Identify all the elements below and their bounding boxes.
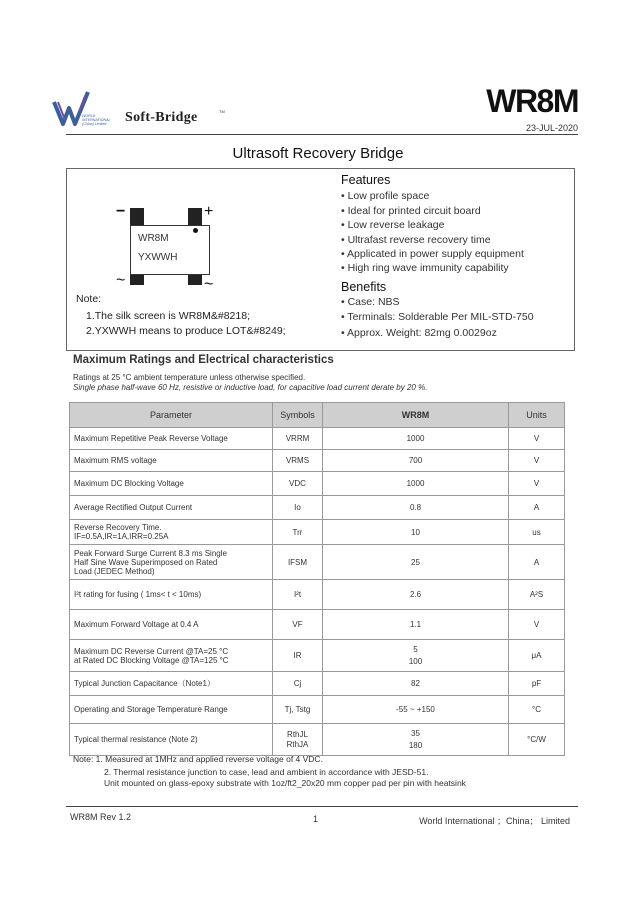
table-row <box>70 545 565 580</box>
value-cell: 25 <box>323 545 509 580</box>
value-cell: 700 <box>323 450 509 472</box>
table-row <box>70 640 565 672</box>
param-cell <box>70 640 273 672</box>
param-line: Peak Forward Surge Current 8.3 ms Single <box>74 548 227 558</box>
param-cell: Typical Junction Capacitance（Note1） <box>70 672 273 696</box>
logo-tagline-line: WORLD <box>82 114 96 118</box>
polarity-minus: − <box>116 203 126 220</box>
note-line: 2.YXWWH means to produce LOT&#8249; <box>86 325 286 337</box>
param-cell: Maximum DC Blocking Voltage <box>70 472 273 496</box>
param-cell: Typical thermal resistance (Note 2) <box>70 724 273 756</box>
unit-cell: μA <box>509 640 565 672</box>
unit-cell: A²S <box>509 580 565 610</box>
footnote-line: Note: 1. Measured at 1MHz and applied reverse voltage of 4 VDC. <box>73 754 323 764</box>
ratings-condition-note: Ratings at 25 °C ambient temperature unless otherwise specified. <box>73 373 306 382</box>
package-pin <box>188 208 202 225</box>
header-divider <box>66 134 578 135</box>
unit-cell: A <box>509 496 565 520</box>
feature-item: • Low reverse leakage <box>341 219 445 231</box>
footer-divider <box>66 806 578 807</box>
unit-cell: V <box>509 610 565 640</box>
document-date: 23-JUL-2020 <box>525 123 578 133</box>
param-line: IF=0.5A,IR=1A,IRR=0.25A <box>74 532 169 541</box>
param-cell: Maximum Repetitive Peak Reverse Voltage <box>70 428 273 450</box>
benefit-item: • Terminals: Solderable Per MIL-STD-750 <box>341 311 534 323</box>
package-marking-lot: YXWWH <box>138 252 178 263</box>
unit-cell: A <box>509 545 565 580</box>
footnote-line: 2. Thermal resistance junction to case, lead and ambient in accordance with JESD-51. <box>104 767 429 777</box>
value-line: 35 <box>411 728 420 738</box>
symbol-cell: IFSM <box>273 545 323 580</box>
pin1-dot-icon <box>193 228 198 233</box>
symbol-cell: Cj <box>273 672 323 696</box>
param-line: Maximum DC Reverse Current @TA=25 °C <box>74 646 229 656</box>
value-line: 100 <box>408 656 423 666</box>
package-marking-part: WR8M <box>138 233 169 244</box>
features-heading: Features <box>341 173 391 187</box>
param-cell: Maximum Forward Voltage at 0.4 A <box>70 610 273 640</box>
footer-revision: WR8M Rev 1.2 <box>70 812 132 822</box>
symbol-cell: VDC <box>273 472 323 496</box>
ac-terminal-right: ~ <box>204 276 214 293</box>
logo-tagline-line: INTERNATIONAL <box>82 118 111 123</box>
benefit-item: • Case: NBS <box>341 296 400 308</box>
value-cell: -55 ~ +150 <box>323 696 509 724</box>
unit-cell: pF <box>509 672 565 696</box>
value-cell: 1.1 <box>323 610 509 640</box>
param-cell: Maximum RMS voltage <box>70 450 273 472</box>
feature-item: • High ring wave immunity capability <box>341 262 509 274</box>
table-row <box>70 672 565 696</box>
footer-company: World International ；China； Limited <box>419 816 570 826</box>
symbol-cell: VRRM <box>273 428 323 450</box>
benefit-item: • Approx. Weight: 82mg 0.0029oz <box>341 327 497 339</box>
unit-cell: us <box>509 520 565 545</box>
unit-cell: V <box>509 450 565 472</box>
table-row <box>70 610 565 640</box>
part-number: WR8M <box>486 83 578 119</box>
param-cell: Operating and Storage Temperature Range <box>70 696 273 724</box>
section-heading: Maximum Ratings and Electrical characteristics <box>73 354 334 366</box>
symbol-cell <box>273 724 323 756</box>
param-cell: I²t rating for fusing ( 1ms< t < 10ms) <box>70 580 273 610</box>
ratings-table <box>69 402 565 756</box>
package-pin <box>188 275 202 285</box>
logo-trademark: TM <box>219 109 225 114</box>
param-cell <box>70 545 273 580</box>
param-line: Load (JEDEC Method) <box>74 566 155 576</box>
value-cell: 1000 <box>323 472 509 496</box>
param-line: at Rated DC Blocking Voltage @TA=125 °C <box>74 655 229 665</box>
table-row <box>70 580 565 610</box>
ac-terminal-left: ~ <box>116 272 126 289</box>
symbol-cell: Trr <box>273 520 323 545</box>
column-header-symbols: Symbols <box>273 403 323 428</box>
package-pin <box>130 208 144 225</box>
feature-item: • Ideal for printed circuit board <box>341 205 481 217</box>
param-line: Reverse Recovery Time. <box>74 523 162 532</box>
note-line: 1.The silk screen is WR8M&#8218; <box>86 310 250 322</box>
symbol-cell: Io <box>273 496 323 520</box>
table-row <box>70 696 565 724</box>
logo-tagline-line: (China) Limited <box>82 122 107 127</box>
value-cell: 10 <box>323 520 509 545</box>
document-title: Ultrasoft Recovery Bridge <box>232 145 404 162</box>
note-heading: Note: <box>76 293 102 305</box>
table-row <box>70 472 565 496</box>
package-pin <box>130 275 144 285</box>
value-cell <box>323 724 509 756</box>
logo-tagline <box>82 114 111 127</box>
value-cell: 0.8 <box>323 496 509 520</box>
column-header-units: Units <box>509 403 565 428</box>
symbol-cell: VRMS <box>273 450 323 472</box>
feature-item: • Low profile space <box>341 190 430 202</box>
symbol-cell: IR <box>273 640 323 672</box>
symbol-cell: I²t <box>273 580 323 610</box>
param-cell: Average Rectified Output Current <box>70 496 273 520</box>
param-line: Half Sine Wave Superimposed on Rated <box>74 557 218 567</box>
value-cell: 82 <box>323 672 509 696</box>
table-row <box>70 724 565 756</box>
value-line: 180 <box>408 740 423 750</box>
param-cell <box>70 520 273 545</box>
unit-cell: V <box>509 428 565 450</box>
ratings-load-note: Single phase half-wave 60 Hz, resistive or inductive load, for capacitive load current derate by 20 %. <box>73 383 428 392</box>
symbol-cell: VF <box>273 610 323 640</box>
column-header-parameter: Parameter <box>70 403 273 428</box>
value-cell <box>323 640 509 672</box>
unit-cell: V <box>509 472 565 496</box>
column-header-value: WR8M <box>323 403 509 428</box>
table-row <box>70 450 565 472</box>
feature-item: • Ultrafast reverse recovery time <box>341 234 491 246</box>
symbol-line: RthJL <box>287 729 308 739</box>
table-header-row <box>70 403 565 428</box>
value-cell: 2.6 <box>323 580 509 610</box>
table-row <box>70 520 565 545</box>
value-cell: 1000 <box>323 428 509 450</box>
footnote-line: Unit mounted on glass-epoxy substrate with 1oz/ft2_20x20 mm copper pad per pin with heatsink <box>104 778 466 788</box>
unit-cell: °C/W <box>509 724 565 756</box>
table-row <box>70 496 565 520</box>
polarity-plus: + <box>204 203 214 220</box>
value-line: 5 <box>413 644 418 654</box>
feature-item: • Applicated in power supply equipment <box>341 248 524 260</box>
footer-page-number: 1 <box>313 814 319 824</box>
symbol-cell: Tj, Tstg <box>273 696 323 724</box>
benefits-heading: Benefits <box>341 280 387 294</box>
table-row <box>70 428 565 450</box>
unit-cell: °C <box>509 696 565 724</box>
symbol-line: RthJA <box>286 739 309 749</box>
logo-brand-text: Soft-Bridge <box>125 110 198 125</box>
